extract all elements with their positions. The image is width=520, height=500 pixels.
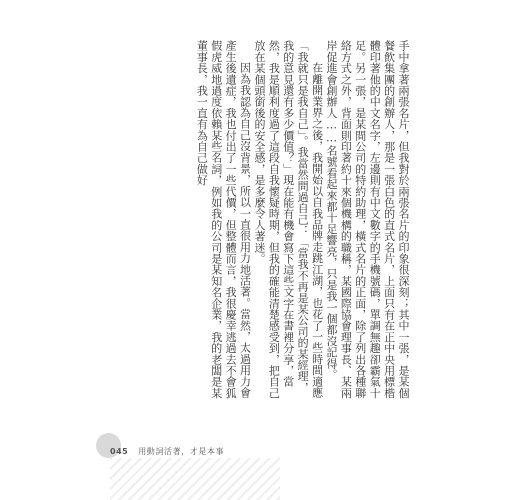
- vertical-text-block: [110, 40, 410, 400]
- paragraph: 在離開業界之後，我開始以自我品牌走跳江湖，也花了一些時間適應「我就只是我自己」。我當然問過自己：「當我不再是某公司的某經理，我的意見還有多少價值？」現在能有機會寫下這些文字在書裡分享，當然，我是順利度過了這段自我懷疑時期，但我的確能清楚感受到，把自己放在某個頭銜後的安全感，是多麼令人著迷。: [252, 40, 324, 399]
- page-number: 045: [110, 447, 129, 456]
- decorative-hatch-pattern: [110, 458, 280, 500]
- running-title: 用動詞活著，才是本事: [138, 447, 225, 456]
- page-footer: [110, 446, 224, 457]
- paragraph: 因為我認為自己沒背景，所以一直很用力地活著。當然，太過用力會產生後遺症，我也付出了一些代價，但整體而言，我很慶幸逃過去不會狐假虎威地過度依賴某些名詞，例如我的公司是某知名企業，我的老闆是某董事長，我一直有為自己做好: [195, 40, 252, 399]
- paragraph: 手中拿著兩張名片，但我對於兩張名片的印象很深刻；其中一張，是某個餐飲集團的創辦人，那是一張白色的直式名片，上面只有在正中央用標楷體印著他的中文名字，左邊則有中文數字的手機號碼，單調無趣卻霸氣十足。另一張，是某間公司的特約助理，橫式名片的正面，除了列出各種聯絡方式之外，背面則印著約十來個機構的職稱，某國際協會理事長、某兩岸促進會創辦人……名號看起來都十足響亮，只是我一個都沒記得。: [324, 40, 410, 399]
